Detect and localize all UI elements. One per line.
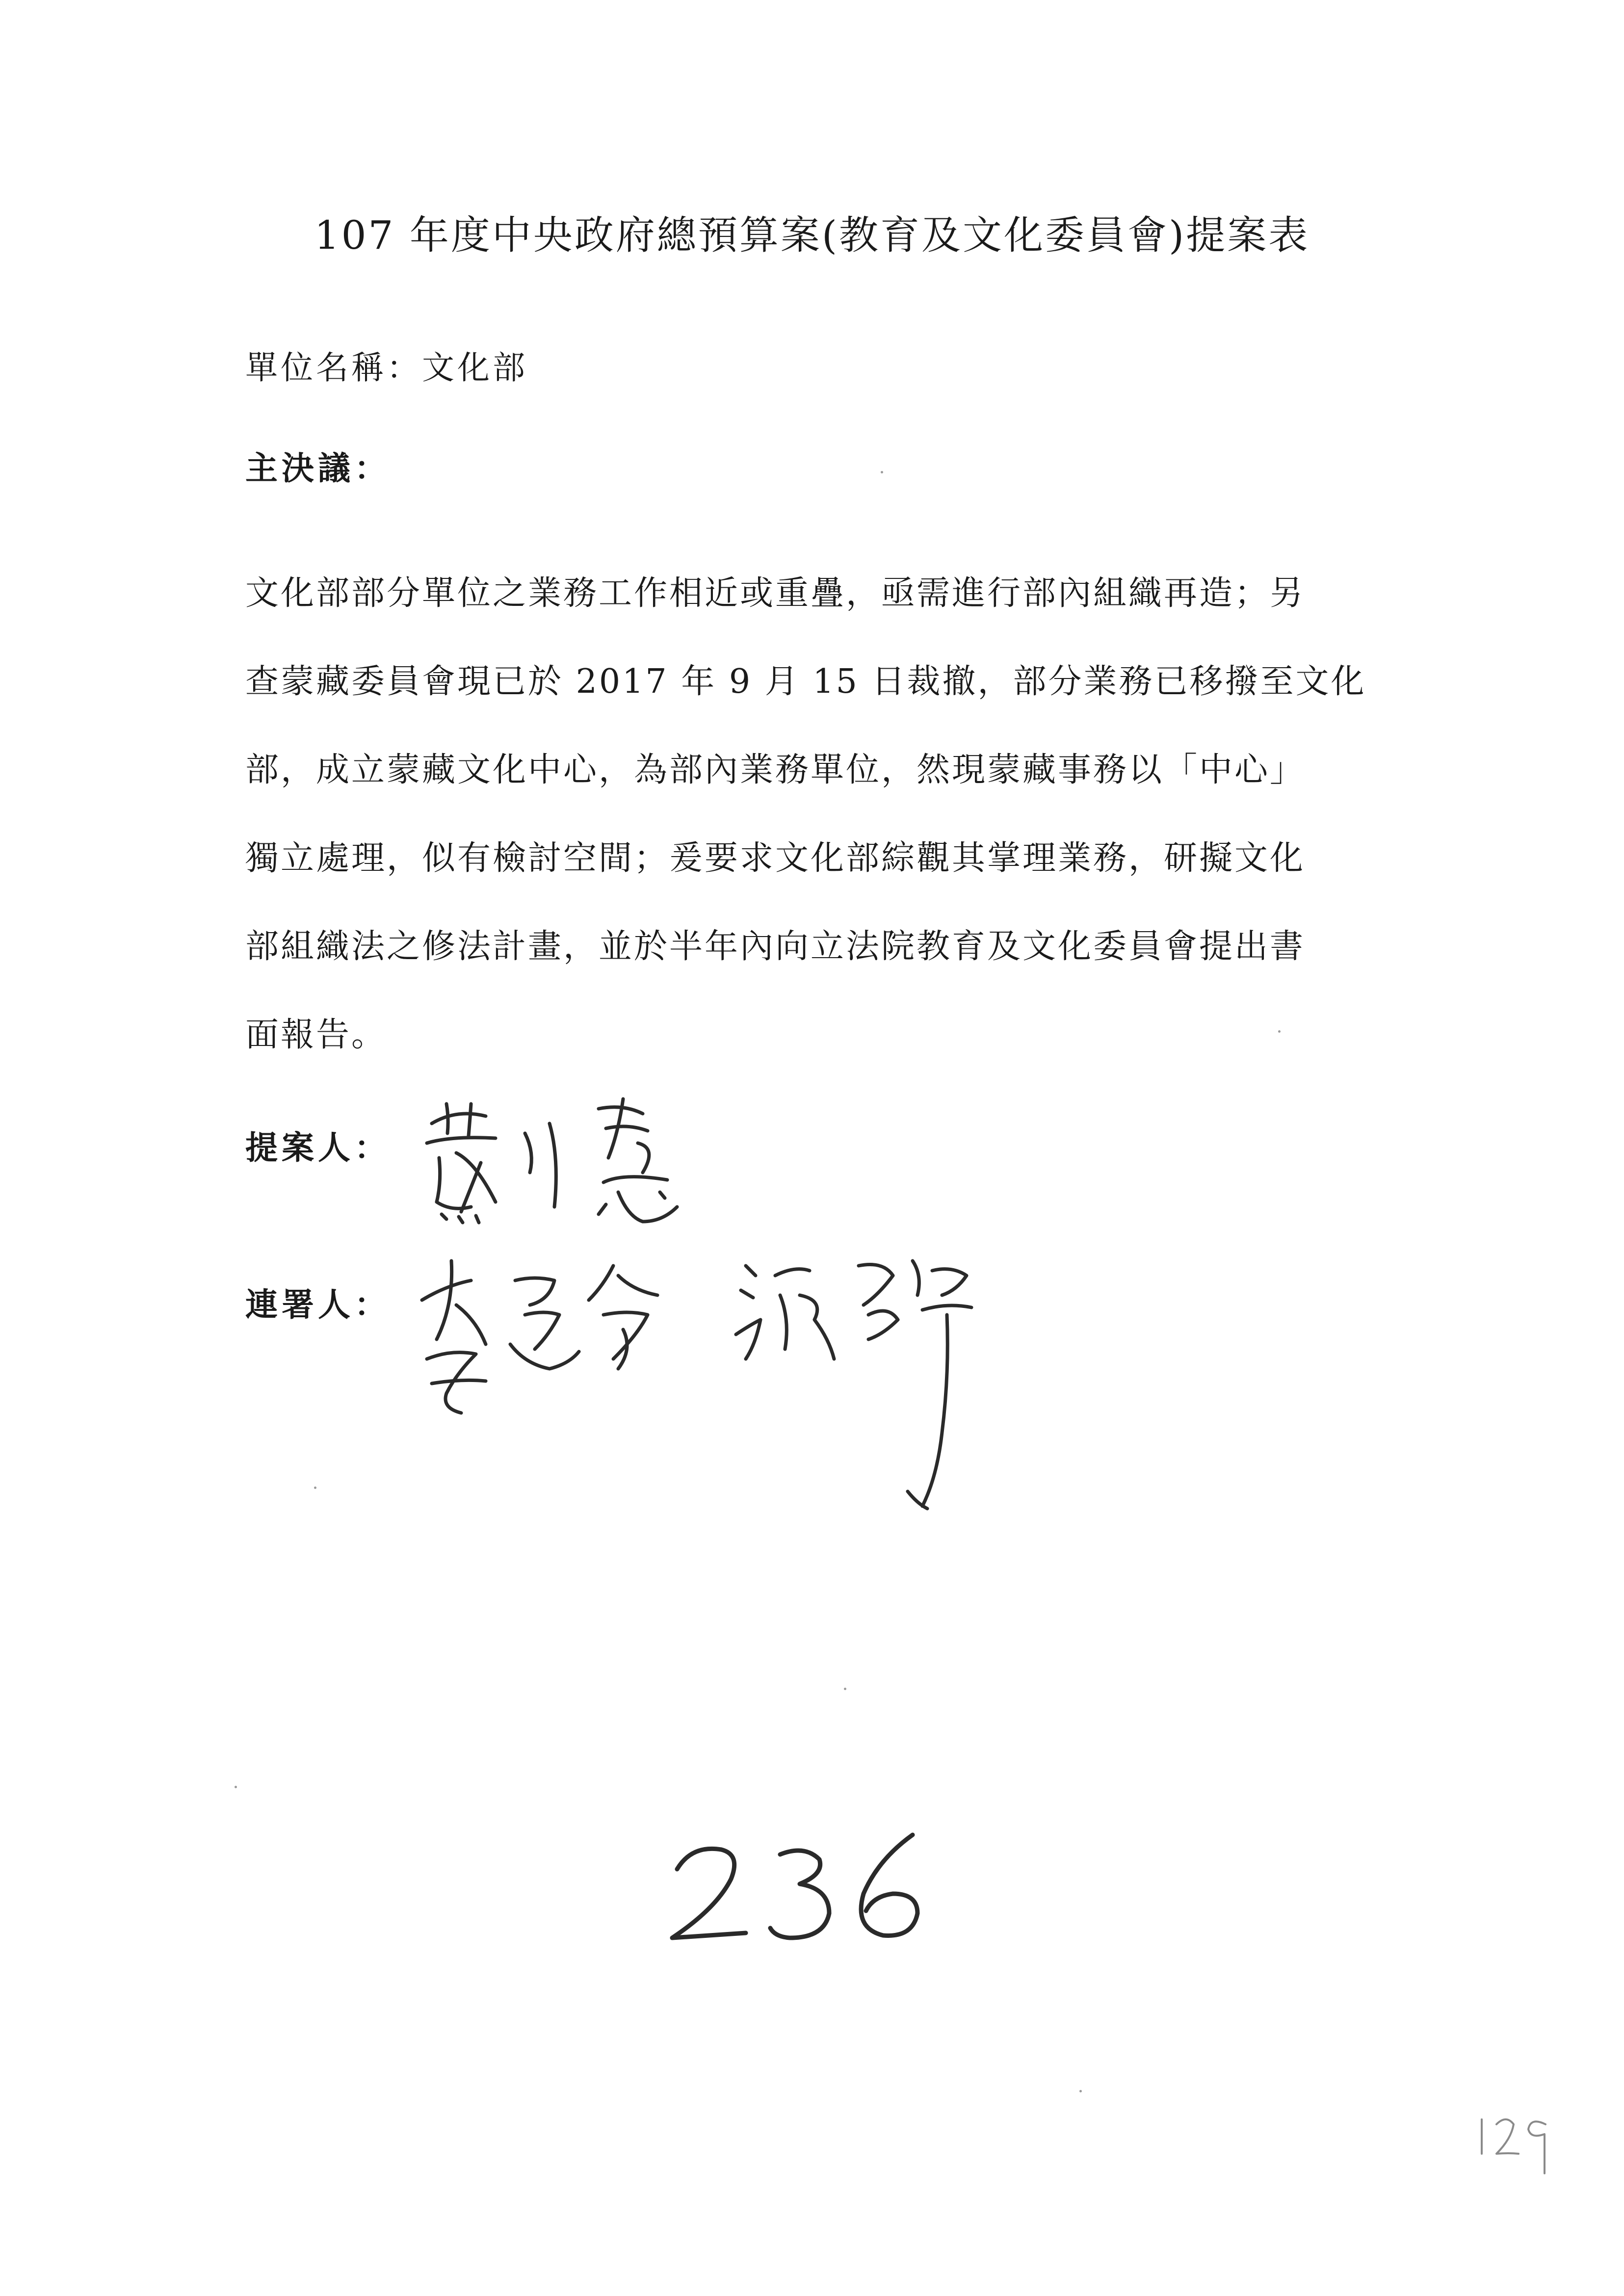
handwritten-page-number [657, 1825, 942, 1953]
resolution-line: 面報告。 [245, 1016, 387, 1054]
scan-speck [314, 1487, 316, 1489]
unit-name-value: 文化部 [422, 349, 528, 387]
scan-speck [844, 1688, 846, 1690]
resolution-line: 部組織法之修法計畫，並於半年內向立法院教育及文化委員會提出書 [245, 927, 1306, 966]
resolution-line: 部，成立蒙藏文化中心，為部內業務單位，然現蒙藏事務以「中心」 [245, 751, 1306, 789]
cosigner-signatures [402, 1246, 1040, 1521]
corner-page-number [1462, 2100, 1560, 2178]
resolution-line: 文化部部分單位之業務工作相近或重疊，亟需進行部內組織再造；另 [245, 574, 1306, 613]
resolution-line: 查蒙藏委員會現已於 2017 年 9 月 15 日裁撤，部分業務已移撥至文化 [245, 662, 1366, 701]
scan-speck [1278, 1030, 1281, 1033]
scan-speck [1079, 2090, 1082, 2092]
unit-name-line [245, 343, 528, 392]
proposer-label: 提案人： [245, 1129, 391, 1167]
unit-name-label: 單位名稱： [245, 349, 422, 387]
resolution-text [245, 549, 1388, 1079]
resolution-label: 主決議： [245, 449, 391, 487]
proposer-signature [412, 1089, 716, 1236]
resolution-line: 獨立處理，似有檢討空間；爰要求文化部綜觀其掌理業務，研擬文化 [245, 839, 1306, 878]
scan-speck [235, 1786, 237, 1788]
document-title: 107 年度中央政府總預算案(教育及文化委員會)提案表 [314, 212, 1310, 258]
cosigner-label: 連署人： [245, 1286, 391, 1324]
scan-speck [881, 471, 883, 473]
